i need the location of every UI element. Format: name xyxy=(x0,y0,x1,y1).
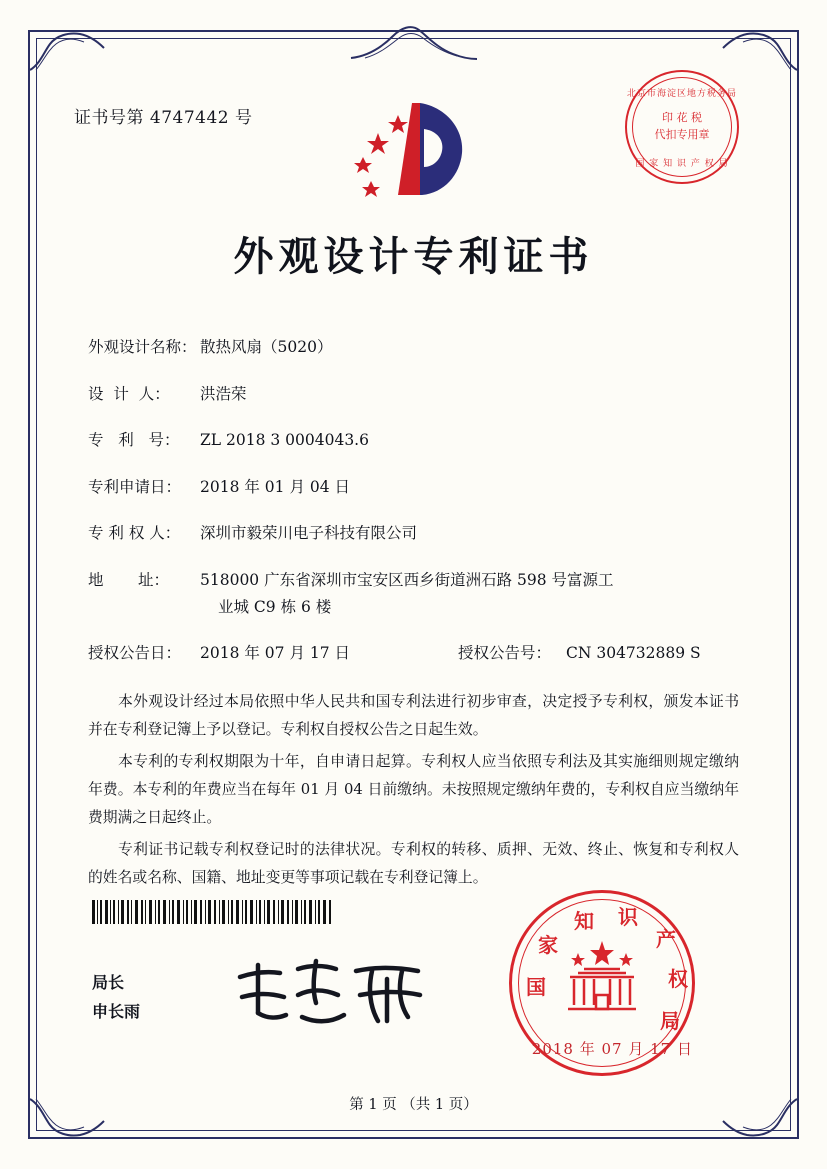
field-address xyxy=(88,569,739,618)
grant-date-group xyxy=(88,642,458,664)
barcode xyxy=(92,900,332,924)
field-label: 设 计 人： xyxy=(88,384,170,403)
handwritten-signature xyxy=(232,955,442,1030)
tax-stamp-line-2: 代扣专用章 xyxy=(654,128,710,141)
grant-date-label: 授权公告日： xyxy=(88,644,182,662)
field-value: ZL 2018 3 0004043.6 xyxy=(200,431,369,449)
tax-stamp-arc-top: 北京市海淀区地方税务局 xyxy=(627,89,738,99)
field-label: 专 利 权 人： xyxy=(88,524,181,542)
seal-char-1: 国 xyxy=(526,975,546,999)
field-design-name xyxy=(88,336,739,358)
grant-date-value: 2018 年 07 月 17 日 xyxy=(200,644,351,662)
field-value: 2018 年 01 月 04 日 xyxy=(200,477,351,496)
corner-ornament-top-left xyxy=(28,30,106,72)
paragraph-2: 本专利的专利权期限为十年，自申请日起算。专利权人应当依照专利法及其实施细则规定缴纳年费。本专利的年费应当在每年 01 月 04 日前缴纳。未按照规定缴纳年费的，专利权自应当缴纳年费期满之日起终止。 xyxy=(88,753,739,826)
seal-char-3: 知 xyxy=(574,909,594,933)
seal-char-7: 局 xyxy=(660,1009,680,1033)
field-patent-number xyxy=(88,429,739,451)
corner-ornament-top-right xyxy=(721,30,799,72)
page-title: 外观设计专利证书 xyxy=(233,233,594,280)
field-value-address xyxy=(200,569,739,618)
field-list xyxy=(88,336,739,674)
grant-number-value: CN 304732889 S xyxy=(566,644,701,662)
seal-date: 2018 年 07 月 17 日 xyxy=(531,1040,693,1058)
field-patentee xyxy=(88,522,739,544)
body-paragraphs xyxy=(88,688,739,896)
field-label: 外观设计名称： xyxy=(88,338,197,356)
field-value: 散热风扇（5020） xyxy=(200,338,333,356)
paragraph-1: 本外观设计经过本局依照中华人民共和国专利法进行初步审查，决定授予专利权，颁发本证书并在专利登记簿上予以登记。专利权自授权公告之日起生效。 xyxy=(88,693,739,738)
tax-stamp-center-text xyxy=(627,109,737,143)
field-grant-publication xyxy=(88,642,739,664)
tax-stamp xyxy=(625,70,739,184)
tax-stamp-line-1: 印 花 税 xyxy=(662,111,702,124)
paragraph-3: 专利证书记载专利权登记时的法律状况。专利权的转移、质押、无效、终止、恢复和专利权人的姓名或名称、国籍、地址变更等事项记载在专利登记簿上。 xyxy=(88,841,739,886)
address-line-1: 518000 广东省深圳市宝安区西乡街道洲石路 598 号富源工 xyxy=(200,570,614,589)
field-designer xyxy=(88,383,739,405)
certificate-number: 证书号第 4747442 号 xyxy=(74,108,253,128)
field-label: 专利申请日： xyxy=(88,477,182,496)
director-title: 局长 xyxy=(92,973,125,992)
field-label: 专 利 号： xyxy=(88,431,180,449)
address-line-2: 业城 C9 栋 6 楼 xyxy=(218,597,332,616)
seal-char-6: 权 xyxy=(668,967,688,991)
field-value: 深圳市毅荣川电子科技有限公司 xyxy=(200,524,418,542)
signature-labels xyxy=(92,968,140,1026)
field-label: 地 址： xyxy=(88,570,169,589)
tax-stamp-arc-bottom: 国 家 知 识 产 权 局 xyxy=(635,159,729,169)
grant-number-group xyxy=(458,642,739,664)
seal-char-4: 识 xyxy=(618,905,638,929)
grant-number-label: 授权公告号： xyxy=(458,644,552,662)
seal-char-5: 产 xyxy=(656,927,676,951)
field-value: 洪浩荣 xyxy=(200,384,247,403)
seal-char-2: 家 xyxy=(538,933,558,957)
top-center-ornament xyxy=(349,22,479,62)
field-application-date xyxy=(88,476,739,498)
cnipa-logo xyxy=(350,95,475,210)
national-emblem-icon xyxy=(554,935,650,1031)
director-name: 申长雨 xyxy=(92,1002,141,1021)
page-footer: 第 1 页 （共 1 页） xyxy=(349,1097,478,1113)
